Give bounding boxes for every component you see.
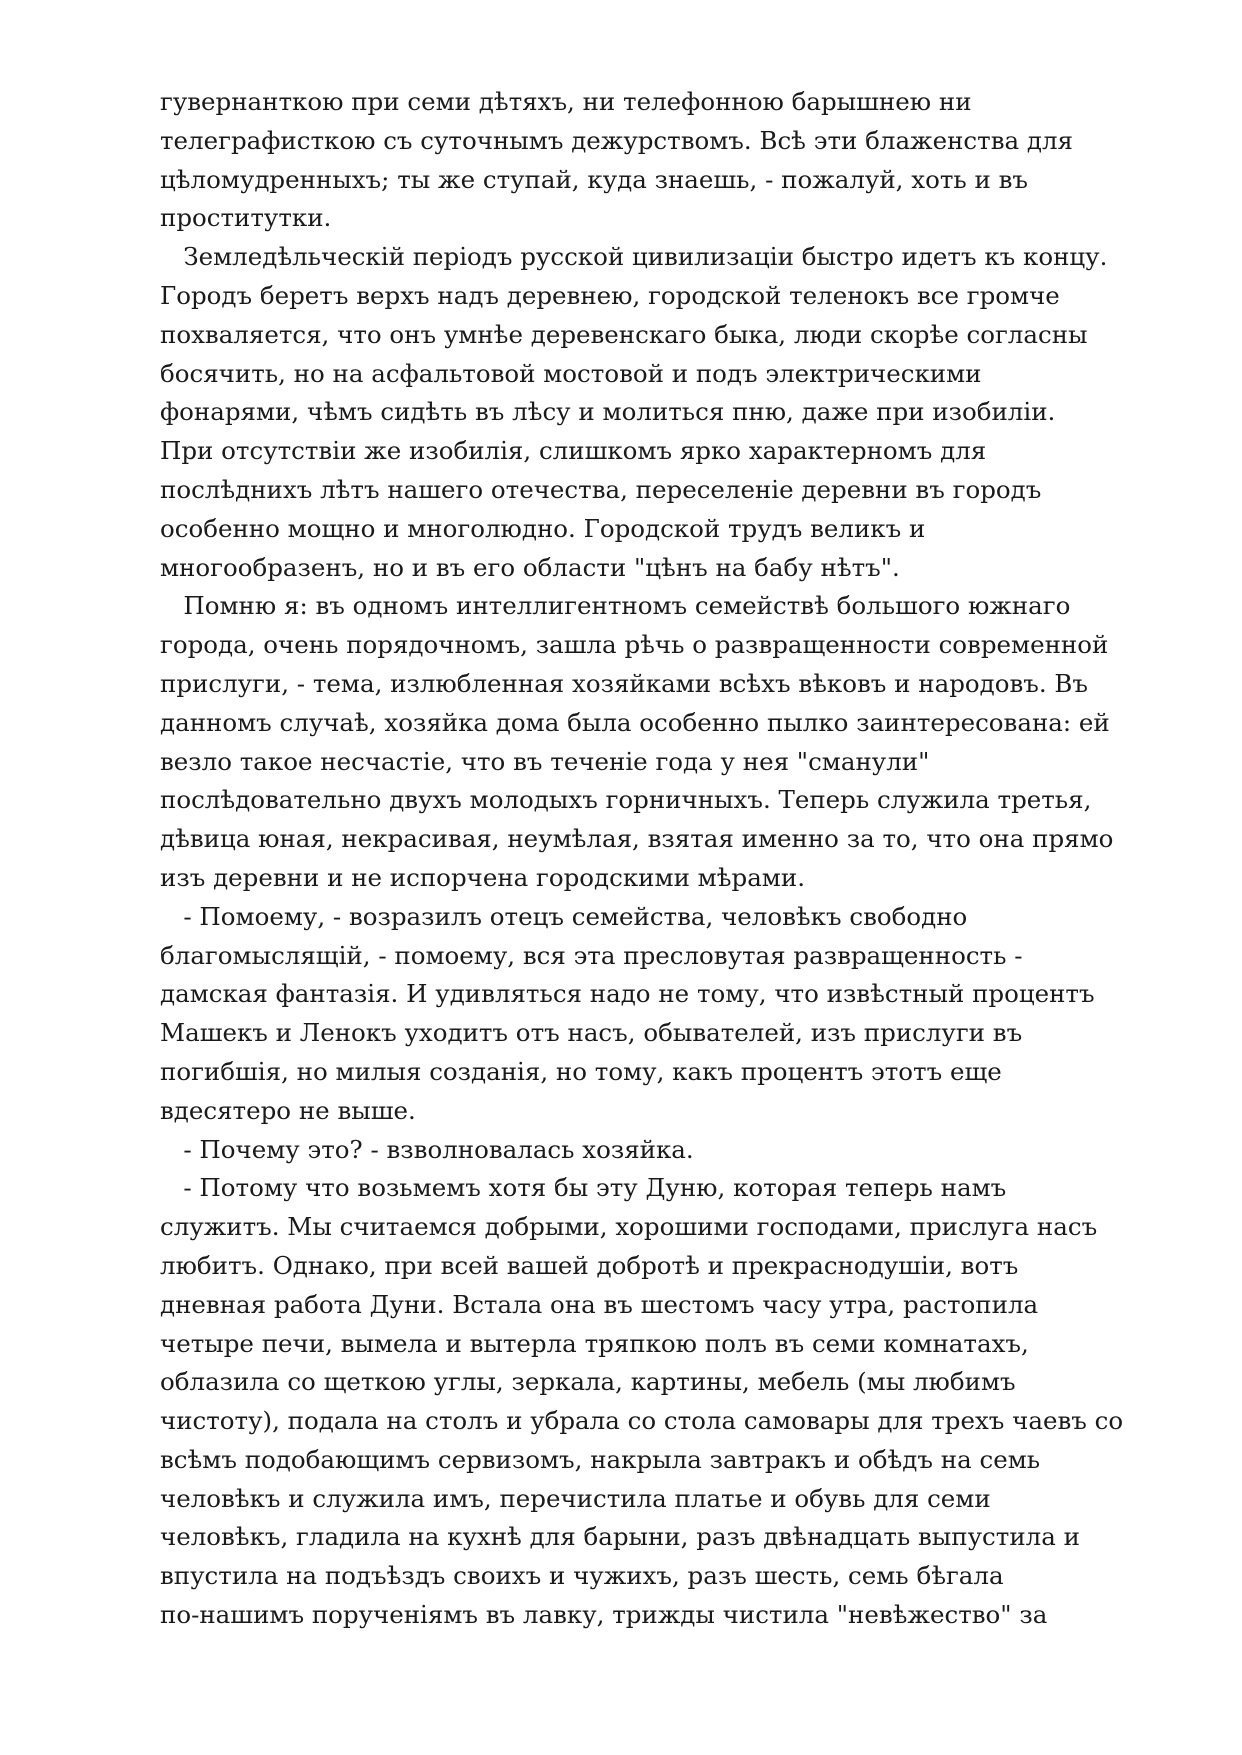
text-line: Земледѣльческій періодъ русской цивилизаціи быстро идетъ къ концу. [160, 242, 1108, 272]
text-line: изъ деревни и не испорчена городскими мѣрами. [160, 862, 805, 892]
text-line: Машекъ и Ленокъ уходитъ отъ насъ, обывателей, изъ прислуги въ [160, 1018, 1023, 1048]
text-line: четыре печи, вымела и вытерла тряпкою полъ въ семи комнатахъ, [160, 1328, 1029, 1358]
text-line: прислуги, - тема, излюбленная хозяйками всѣхъ вѣковъ и народовъ. Въ [160, 668, 1089, 698]
text-line: погибшія, но милыя созданія, но тому, какъ процентъ этотъ еще [160, 1056, 1002, 1086]
text-line: благомыслящій, - помоему, вся эта пресловутая развращенность - [160, 940, 1023, 970]
text-line: гувернанткою при семи дѣтяхъ, ни телефонною барышнею ни [160, 87, 972, 116]
text-line: - Почему это? - взволновалась хозяйка. [160, 1134, 694, 1164]
text-line: послѣднихъ лѣтъ нашего отечества, переселеніе деревни въ городъ [160, 474, 1042, 504]
text-line: проститутки. [160, 203, 332, 233]
text-line: впустила на подъѣздъ своихъ и чужихъ, разъ шесть, семь бѣгала [160, 1561, 1004, 1591]
text-line: дѣвица юная, некрасивая, неумѣлая, взятая именно за то, что она прямо [160, 824, 1114, 854]
text-line: Городъ беретъ верхъ надъ деревнею, городской теленокъ все громче [160, 280, 1060, 310]
text-line: всѣмъ подобающимъ сервизомъ, накрыла завтракъ и обѣдъ на семь [160, 1444, 1041, 1474]
text-line: При отсутствіи же изобилія, слишкомъ ярко характерномъ для [160, 436, 987, 466]
text-line: Помню я: въ одномъ интеллигентномъ семействѣ большого южнаго [160, 591, 1071, 621]
text-line: цѣломудренныхъ; ты же ступай, куда знаешь, - пожалуй, хоть и въ [160, 164, 1029, 194]
text-line: человѣкъ, гладила на кухнѣ для барыни, разъ двѣнадцать выпустила и [160, 1522, 1080, 1552]
text-line: похваляется, что онъ умнѣе деревенскаго быка, люди скорѣе согласны [160, 319, 1088, 349]
text-line: данномъ случаѣ, хозяйка дома была особенно пылко заинтересована: ей [160, 707, 1110, 737]
text-line: многообразенъ, но и въ его области "цѣнъ на бабу нѣтъ". [160, 552, 900, 582]
text-line: послѣдовательно двухъ молодыхъ горничныхъ. Теперь служила третья, [160, 785, 1092, 815]
text-line: чистоту), подала на столъ и убрала со стола самовары для трехъ чаевъ со [160, 1406, 1124, 1436]
text-line: города, очень порядочномъ, зашла рѣчь о развращенности современной [160, 630, 1109, 660]
text-line: фонарями, чѣмъ сидѣть въ лѣсу и молиться пню, даже при изобиліи. [160, 397, 1056, 427]
text-line: вдесятеро не выше. [160, 1095, 416, 1125]
text-line: дневная работа Дуни. Встала она въ шестомъ часу утра, растопила [160, 1289, 1039, 1319]
text-line: служитъ. Мы считаемся добрыми, хорошими господами, прислуга насъ [160, 1212, 1098, 1242]
text-line: по-нашимъ порученіямъ въ лавку, трижды чистила "невѣжество" за [160, 1600, 1048, 1630]
text-line: телеграфисткою съ суточнымъ дежурствомъ. Всѣ эти блаженства для [160, 125, 1073, 155]
text-line: - Помоему, - возразилъ отецъ семейства, человѣкъ свободно [160, 901, 968, 931]
text-line: облазила со щеткою углы, зеркала, картины, мебель (мы любимъ [160, 1367, 1016, 1397]
text-line: везло такое несчастіе, что въ теченіе года у нея "сманули" [160, 746, 930, 776]
text-line: любитъ. Однако, при всей вашей добротѣ и прекраснодушіи, вотъ [160, 1250, 1019, 1280]
text-line: человѣкъ и служила имъ, перечистила платье и обувь для семи [160, 1483, 991, 1513]
text-line: босячить, но на асфальтовой мостовой и подъ электрическими [160, 358, 982, 388]
text-line: особенно мощно и многолюдно. Городской трудъ великъ и [160, 513, 926, 543]
body-text [160, 83, 1160, 1635]
text-line: - Потому что возьмемъ хотя бы эту Дуню, которая теперь намъ [160, 1173, 1007, 1203]
text-line: дамская фантазія. И удивляться надо не тому, что извѣстный процентъ [160, 979, 1095, 1009]
